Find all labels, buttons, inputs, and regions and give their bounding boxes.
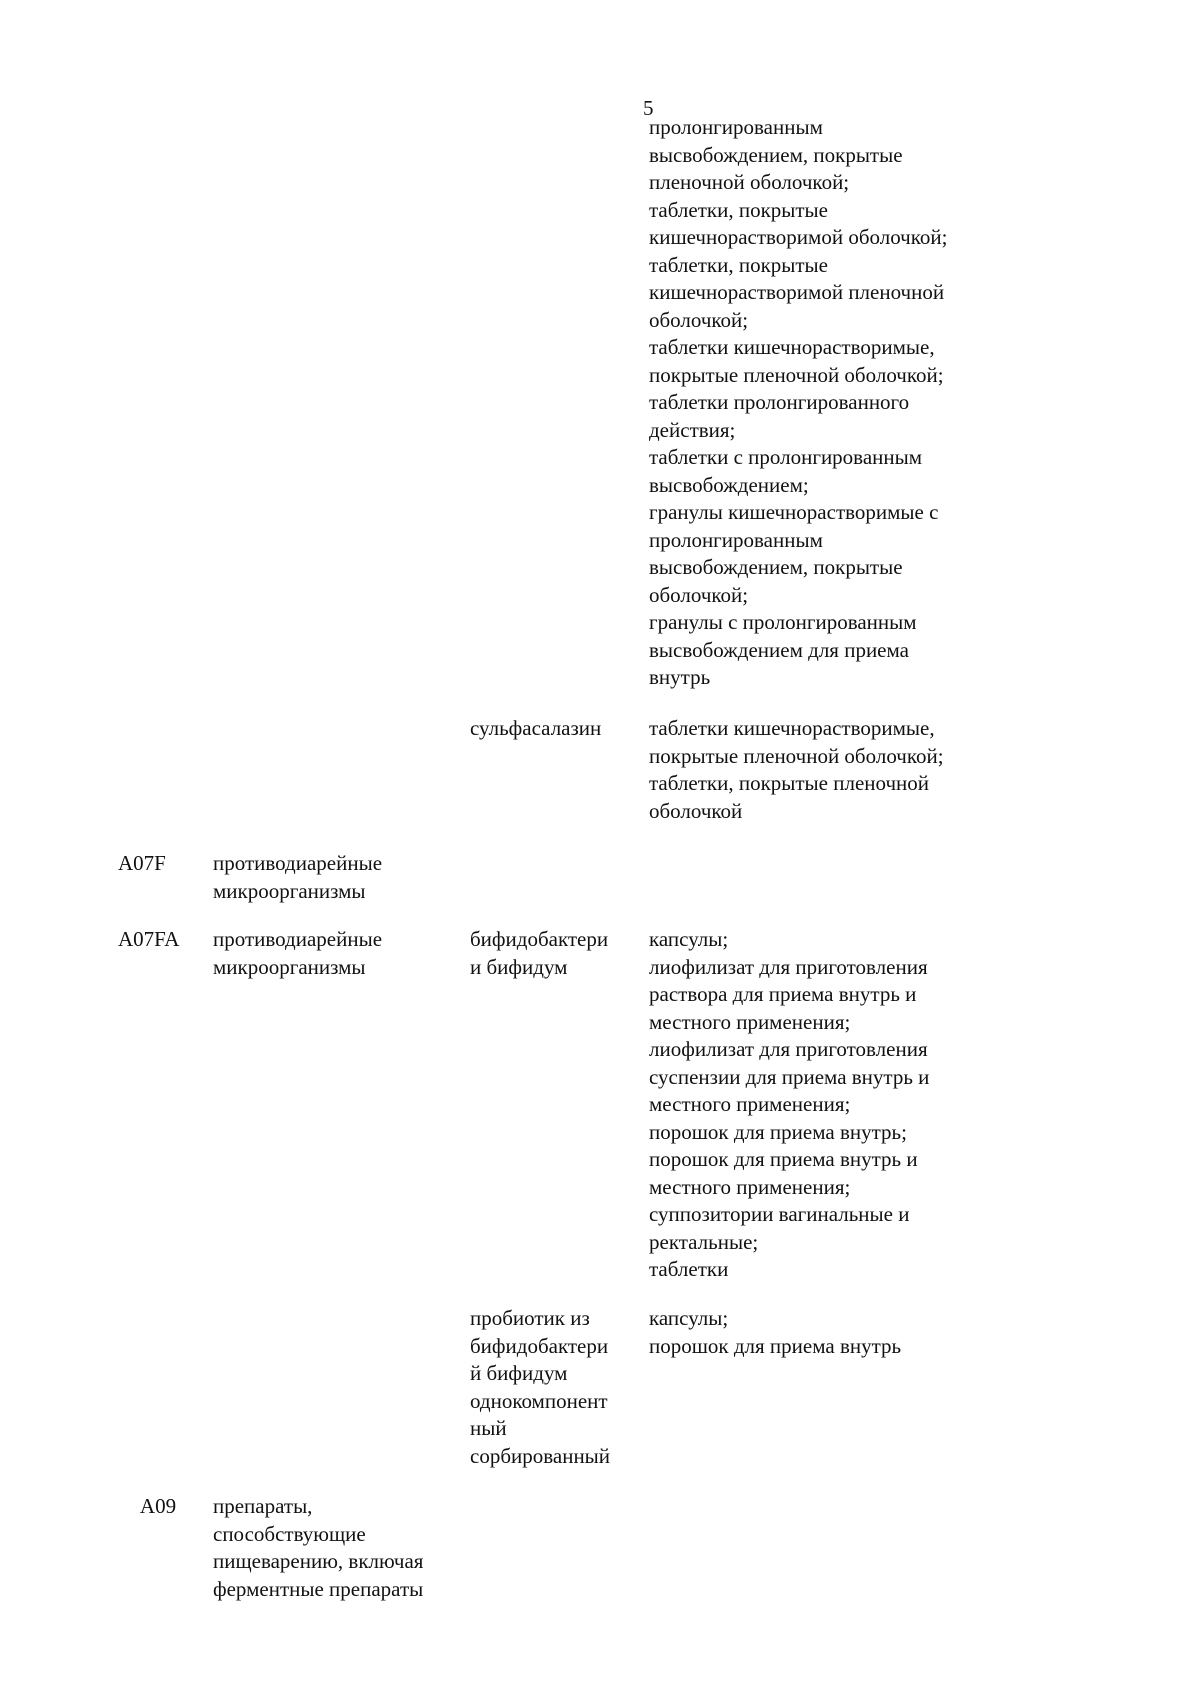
drug-name-cell: сульфасалазин <box>470 716 602 740</box>
page-number: 5 <box>643 96 654 120</box>
dosage-forms-cell: пролонгированным высвобождением, покрытые пленочной оболочкой; таблетки, покрытые кишечнорастворимой оболочкой; таблетки, покрытые кишечнорастворимой пленочной оболочкой; таблетки кишечнорастворимые, покрытые пленочной оболочкой; таблетки пролонгированного действия; таблетки с пролонгированным высвобождением; гранулы кишечнорастворимые с пролонгированным высвобождением, покрытые оболочкой; гранулы с пролонгированным высвобождением для приема внутрь <box>649 115 948 689</box>
atc-group-name-cell: препараты, способствующие пищеварению, включая ферментные препараты <box>213 1494 424 1601</box>
drug-name-cell: пробиотик из бифидобактери й бифидум однокомпонент ный сорбированный <box>470 1306 611 1468</box>
atc-code-cell: A07F <box>118 851 166 875</box>
atc-code-cell: A09 <box>139 1494 177 1518</box>
drug-name-cell: бифидобактери и бифидум <box>470 927 609 979</box>
dosage-forms-cell: капсулы; порошок для приема внутрь <box>649 1306 902 1358</box>
atc-group-name-cell: противодиарейные микроорганизмы <box>213 851 383 903</box>
dosage-forms-cell: таблетки кишечнорастворимые, покрытые пленочной оболочкой; таблетки, покрытые пленочной оболочкой <box>649 716 944 823</box>
atc-group-name-cell: противодиарейные микроорганизмы <box>213 927 383 979</box>
atc-code-cell: A07FA <box>118 927 180 951</box>
dosage-forms-cell: капсулы; лиофилизат для приготовления раствора для приема внутрь и местного применения; лиофилизат для приготовления суспензии для приема внутрь и местного применения; порошок для приема внутрь; порошок для приема внутрь и местного применения; суппозитории вагинальные и ректальные; таблетки <box>649 927 930 1281</box>
